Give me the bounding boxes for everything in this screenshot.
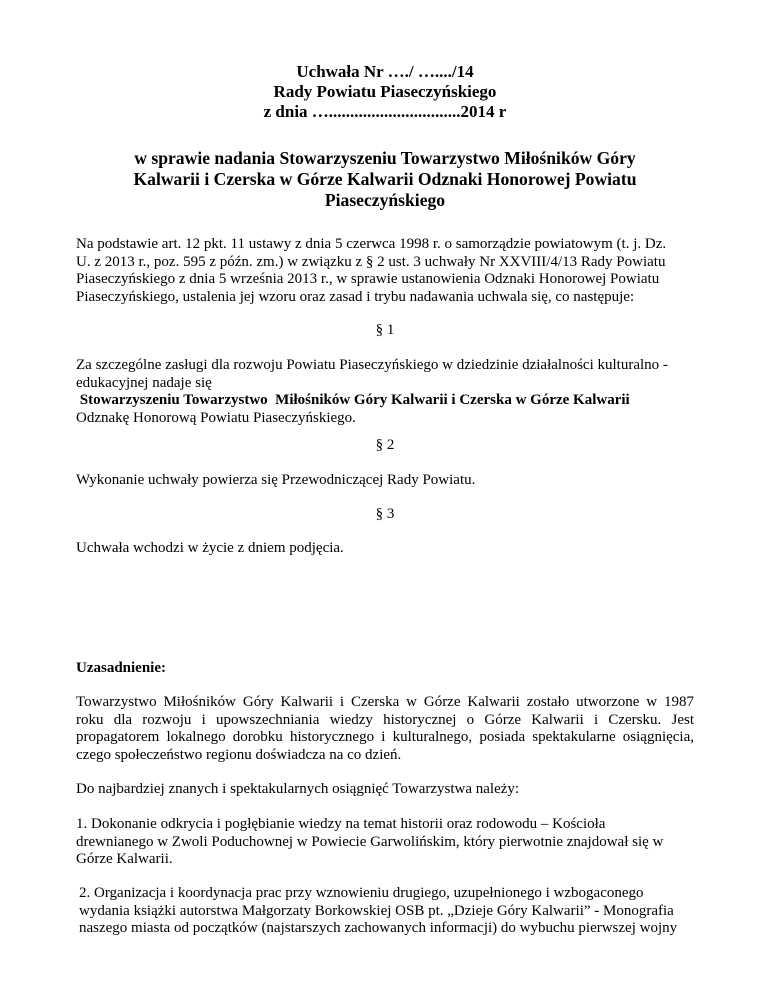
section-3-heading: § 3	[375, 506, 395, 522]
section-1-heading: § 1	[375, 322, 395, 338]
legal-basis-paragraph	[76, 236, 694, 306]
text-line: Na podstawie art. 12 pkt. 11 ustawy z dnia 5 czerwca 1998 r. o samorządzie powiatowym (t. j. Dz.	[76, 236, 667, 252]
text-line: propagatorem lokalnego dorobku historycznego i kulturalnego, posiada spektakularne osiągnięcia,	[76, 729, 694, 745]
text-line: wydania książki autorstwa Małgorzaty Borkowskiej OSB pt. „Dzieje Góry Kalwarii” - Monografia	[79, 902, 674, 919]
achievement-item-2	[79, 885, 697, 938]
subject-line: Kalwarii i Czerska w Górze Kalwarii Odznaki Honorowej Powiatu	[133, 169, 637, 189]
section-3-text: Uchwała wchodzi w życie z dniem podjęcia.	[76, 540, 344, 556]
resolution-title	[76, 62, 694, 122]
text-line: Za szczególne zasługi dla rozwoju Powiatu Piaseczyńskiego w dziedzinie działalności kulturalno -	[76, 357, 668, 373]
text-line: naszego miasta od początków (najstarszych zachowanych informacji) do wybuchu pierwszej wojny	[79, 920, 678, 936]
text-line: Piaseczyńskiego z dnia 5 września 2013 r., w sprawie ustanowienia Odznaki Honorowej Powiatu	[76, 271, 660, 287]
justification-paragraph	[76, 694, 694, 764]
text-line: czego społeczeństwo regionu doświadcza na co dzień.	[76, 746, 402, 763]
text-line: Piaseczyńskiego, ustalenia jej wzoru oraz zasad i trybu nadawania uchwala się, co następuje:	[76, 288, 635, 305]
justification-heading: Uzasadnienie:	[76, 660, 166, 676]
section-2-text: Wykonanie uchwały powierza się Przewodniczącej Rady Powiatu.	[76, 472, 476, 488]
text-line: drewnianego w Zwoli Poduchownej w Powiecie Garwolińskim, który pierwotnie znajdował się w	[76, 833, 664, 850]
achievements-intro: Do najbardziej znanych i spektakularnych osiągnięć Towarzystwa należy:	[76, 781, 520, 797]
text-line: Odznakę Honorową Powiatu Piaseczyńskiego.	[76, 409, 356, 426]
resolution-number: Uchwała Nr …./ …..../14	[296, 62, 474, 81]
text-line: Górze Kalwarii.	[76, 851, 173, 867]
subject-line: w sprawie nadania Stowarzyszeniu Towarzystwo Miłośników Góry	[134, 148, 636, 168]
resolution-subject	[76, 148, 694, 211]
resolution-date: z dnia …...............................2014 r	[263, 102, 507, 121]
section-2-heading: § 2	[375, 437, 395, 453]
text-line: roku dla rozwoju i upowszechniania wiedzy historycznej o Górze Kalwarii i Czersku. Jest	[76, 711, 694, 728]
achievement-item-1	[76, 816, 694, 869]
awardee-name: Stowarzyszeniu Towarzystwo Miłośników Góry Kalwarii i Czerska w Górze Kalwarii	[76, 392, 630, 408]
text-line: 1. Dokonanie odkrycia i pogłębianie wiedzy na temat historii oraz rodowodu – Kościoła	[76, 816, 606, 832]
text-line: U. z 2013 r., poz. 595 z późn. zm.) w związku z § 2 ust. 3 uchwały Nr XXVIII/4/13 Rady Powiatu	[76, 253, 666, 270]
section-1-text	[76, 357, 694, 427]
text-line: 2. Organizacja i koordynacja prac przy wznowieniu drugiego, uzupełnionego i wzbogaconego	[79, 885, 644, 901]
text-line: Towarzystwo Miłośników Góry Kalwarii i Czerska w Górze Kalwarii zostało utworzone w 1987	[76, 694, 694, 710]
text-line: edukacyjnej nadaje się	[76, 374, 212, 391]
subject-line: Piaseczyńskiego	[324, 190, 446, 210]
council-name: Rady Powiatu Piaseczyńskiego	[273, 82, 497, 101]
